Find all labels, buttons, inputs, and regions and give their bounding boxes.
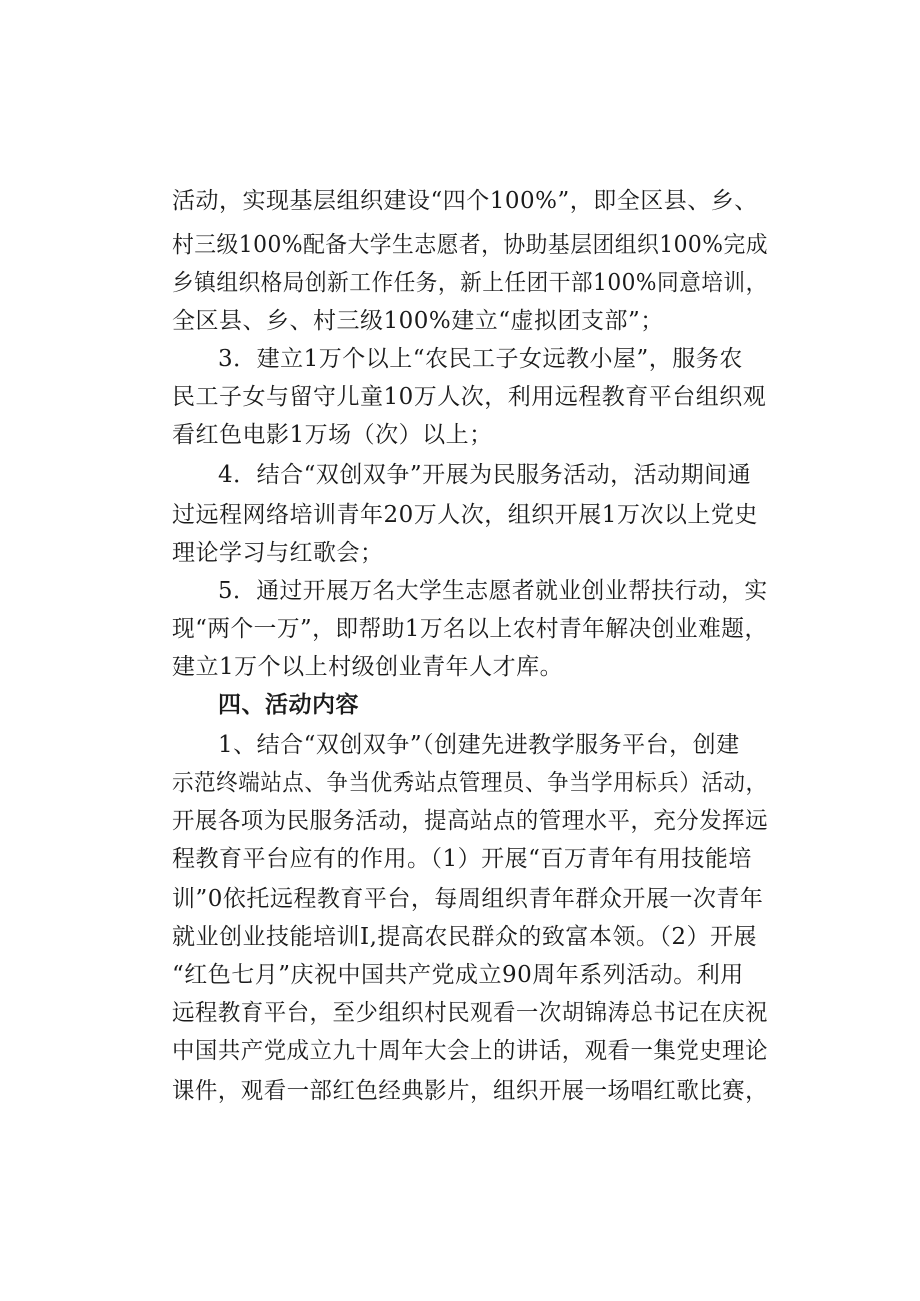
text-line: 理论学习与红歌会；: [172, 540, 384, 566]
text-line: 程教育平台应有的作用。（1）开展“百万青年有用技能培: [172, 846, 752, 872]
text-line: “红色七月”庆祝中国共产党成立90周年系列活动。利用: [172, 962, 744, 988]
list-item-5: 5．通过开展万名大学生志愿者就业创业帮扶行动，实: [218, 578, 768, 604]
text-line: 建立1万个以上村级创业青年人才库。: [172, 654, 564, 680]
text-line: 示范终端站点、争当优秀站点管理员、争当学用标兵）活动，: [172, 770, 768, 796]
text-line: 民工子女与留守儿童10万人次，利用远程教育平台组织观: [172, 384, 767, 410]
list-item-3: 3．建立1万个以上“农民工子女远教小屋”，服务农: [218, 346, 743, 372]
text-line: 现“两个一万”，即帮助1万名以上农村青年解决创业难题，: [172, 616, 768, 642]
text-line: 训”0依托远程教育平台，每周组织青年群众开展一次青年: [172, 886, 764, 912]
text-line: 乡镇组织格局创新工作任务，新上任团干部100%同意培训，: [172, 270, 768, 296]
text-line: 就业创业技能培训I,提高农民群众的致富本领。（2）开展: [172, 924, 758, 950]
text-line: 中国共产党成立九十周年大会上的讲话，观看一集党史理论: [172, 1038, 769, 1064]
text-line: 开展各项为民服务活动，提高站点的管理水平，充分发挥远: [172, 808, 769, 834]
text-line: 课件，观看一部红色经典影片，组织开展一场唱红歌比赛，: [172, 1078, 769, 1104]
text-line: 远程教育平台，至少组织村民观看一次胡锦涛总书记在庆祝: [172, 1000, 769, 1026]
section-heading: 四、活动内容: [218, 692, 359, 718]
text-line: 全区县、乡、村三级100%建立“虚拟团支部”；: [172, 308, 664, 334]
text-line: 过远程网络培训青年20万人次，组织开展1万次以上党史: [172, 502, 758, 528]
text-line: 活动，实现基层组织建设“四个100%”，即全区县、乡、: [172, 188, 758, 214]
text-line: 村三级100%配备大学生志愿者，协助基层团组织100%完成: [172, 232, 768, 258]
text-line: 1、结合“双创双争”（创建先进教学服务平台，创建: [218, 732, 740, 758]
list-item-4: 4．结合“双创双争”开展为民服务活动，活动期间通: [218, 462, 752, 488]
text-line: 看红色电影1万场（次）以上；: [172, 422, 493, 448]
